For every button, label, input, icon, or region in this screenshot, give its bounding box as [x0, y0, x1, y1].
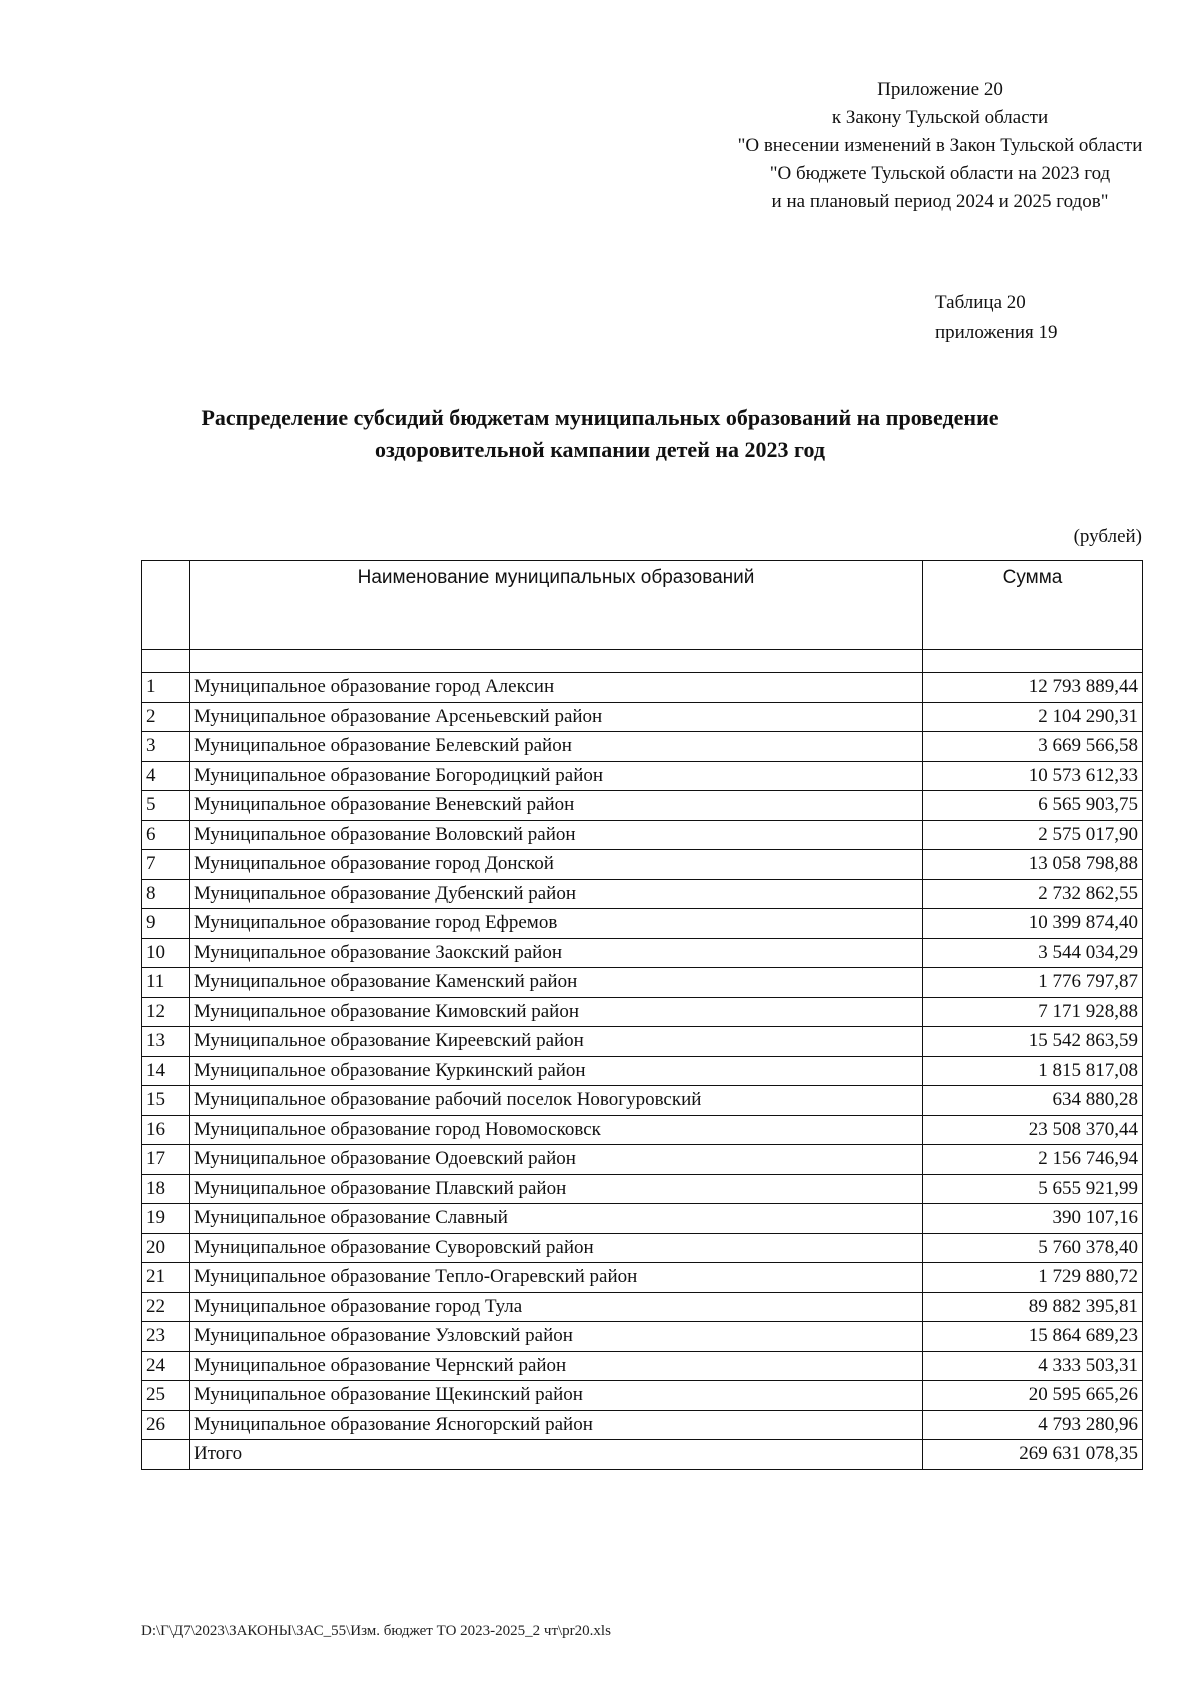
row-number-cell: 5 — [142, 791, 190, 821]
row-name-cell: Муниципальное образование Дубенский район — [190, 879, 923, 909]
table-row — [142, 791, 1143, 821]
row-amount-cell: 10 399 874,40 — [923, 909, 1143, 939]
table-row — [142, 879, 1143, 909]
row-amount-cell: 15 542 863,59 — [923, 1027, 1143, 1057]
row-number-cell: 22 — [142, 1292, 190, 1322]
table-row — [142, 1027, 1143, 1057]
row-name-cell: Муниципальное образование Щекинский район — [190, 1381, 923, 1411]
table-row — [142, 702, 1143, 732]
row-number-cell: 21 — [142, 1263, 190, 1293]
table-reference — [935, 288, 1135, 348]
row-name-cell: Муниципальное образование Куркинский район — [190, 1056, 923, 1086]
row-name-cell: Муниципальное образование Богородицкий район — [190, 761, 923, 791]
row-amount-cell: 390 107,16 — [923, 1204, 1143, 1234]
table-appendix: приложения 19 — [935, 322, 1058, 343]
row-number-cell: 6 — [142, 820, 190, 850]
appendix-law-title-3: и на плановый период 2024 и 2025 годов" — [771, 191, 1109, 212]
row-number-cell: 11 — [142, 968, 190, 998]
units-label: (рублей) — [1073, 526, 1142, 547]
row-number-cell: 13 — [142, 1027, 190, 1057]
row-amount-cell: 89 882 395,81 — [923, 1292, 1143, 1322]
total-amount-cell: 269 631 078,35 — [923, 1440, 1143, 1470]
table-row — [142, 938, 1143, 968]
row-number-cell: 1 — [142, 673, 190, 703]
title-line-1: Распределение субсидий бюджетам муниципальных образований на проведение — [201, 405, 999, 430]
row-amount-cell: 2 104 290,31 — [923, 702, 1143, 732]
table-row — [142, 997, 1143, 1027]
title-line-2: оздоровительной кампании детей на 2023 год — [374, 437, 825, 462]
row-name-cell: Муниципальное образование Веневский район — [190, 791, 923, 821]
header-num-cell — [142, 561, 190, 650]
row-name-cell: Муниципальное образование Киреевский район — [190, 1027, 923, 1057]
table-row — [142, 1174, 1143, 1204]
row-amount-cell: 1 729 880,72 — [923, 1263, 1143, 1293]
row-amount-cell: 4 793 280,96 — [923, 1410, 1143, 1440]
row-name-cell: Муниципальное образование Славный — [190, 1204, 923, 1234]
header-amount-cell: Сумма — [923, 561, 1143, 650]
row-number-cell: 2 — [142, 702, 190, 732]
row-name-cell: Муниципальное образование Узловский район — [190, 1322, 923, 1352]
row-name-cell: Муниципальное образование город Ефремов — [190, 909, 923, 939]
row-number-cell: 16 — [142, 1115, 190, 1145]
row-number-cell: 20 — [142, 1233, 190, 1263]
row-number-cell: 15 — [142, 1086, 190, 1116]
total-row — [142, 1440, 1143, 1470]
row-amount-cell: 3 669 566,58 — [923, 732, 1143, 762]
spacer-cell — [190, 650, 923, 673]
row-number-cell: 8 — [142, 879, 190, 909]
table-row — [142, 732, 1143, 762]
row-name-cell: Муниципальное образование рабочий поселок Новогуровский — [190, 1086, 923, 1116]
table-row — [142, 1204, 1143, 1234]
row-name-cell: Муниципальное образование город Новомосковск — [190, 1115, 923, 1145]
subsidy-table — [141, 560, 1143, 1470]
table-row — [142, 1410, 1143, 1440]
row-amount-cell: 6 565 903,75 — [923, 791, 1143, 821]
table-row — [142, 1145, 1143, 1175]
total-label-cell: Итого — [190, 1440, 923, 1470]
row-name-cell: Муниципальное образование Одоевский район — [190, 1145, 923, 1175]
file-path: D:\Г\Д7\2023\ЗАКОНЫ\ЗАС_55\Изм. бюджет ТО 2023-2025_2 чт\pr20.xls — [141, 1623, 611, 1639]
row-amount-cell: 20 595 665,26 — [923, 1381, 1143, 1411]
row-number-cell: 4 — [142, 761, 190, 791]
table-row — [142, 1322, 1143, 1352]
table-number: Таблица 20 — [935, 292, 1026, 313]
row-name-cell: Муниципальное образование Воловский район — [190, 820, 923, 850]
row-amount-cell: 2 575 017,90 — [923, 820, 1143, 850]
row-amount-cell: 3 544 034,29 — [923, 938, 1143, 968]
row-name-cell: Муниципальное образование город Алексин — [190, 673, 923, 703]
row-number-cell: 18 — [142, 1174, 190, 1204]
table-row — [142, 1263, 1143, 1293]
row-number-cell: 19 — [142, 1204, 190, 1234]
row-number-cell: 9 — [142, 909, 190, 939]
row-name-cell: Муниципальное образование город Донской — [190, 850, 923, 880]
table-row — [142, 1056, 1143, 1086]
appendix-law-title-1: "О внесении изменений в Закон Тульской области — [737, 135, 1143, 156]
row-amount-cell: 13 058 798,88 — [923, 850, 1143, 880]
row-number-cell: 17 — [142, 1145, 190, 1175]
table-row — [142, 968, 1143, 998]
row-number-cell: 14 — [142, 1056, 190, 1086]
row-number-cell: 24 — [142, 1351, 190, 1381]
row-name-cell: Муниципальное образование Суворовский район — [190, 1233, 923, 1263]
row-amount-cell: 12 793 889,44 — [923, 673, 1143, 703]
row-amount-cell: 5 655 921,99 — [923, 1174, 1143, 1204]
row-name-cell: Муниципальное образование Тепло-Огаревский район — [190, 1263, 923, 1293]
appendix-number: Приложение 20 — [877, 79, 1003, 100]
spacer-row — [142, 650, 1143, 673]
row-name-cell: Муниципальное образование Чернский район — [190, 1351, 923, 1381]
row-amount-cell: 1 776 797,87 — [923, 968, 1143, 998]
row-amount-cell: 15 864 689,23 — [923, 1322, 1143, 1352]
total-num-cell — [142, 1440, 190, 1470]
row-name-cell: Муниципальное образование Каменский район — [190, 968, 923, 998]
header-name-cell: Наименование муниципальных образований — [190, 561, 923, 650]
row-amount-cell: 4 333 503,31 — [923, 1351, 1143, 1381]
row-number-cell: 25 — [142, 1381, 190, 1411]
table-row — [142, 1115, 1143, 1145]
table-header-row — [142, 561, 1143, 650]
row-amount-cell: 1 815 817,08 — [923, 1056, 1143, 1086]
row-name-cell: Муниципальное образование Кимовский район — [190, 997, 923, 1027]
table-body — [142, 650, 1143, 1440]
row-amount-cell: 2 732 862,55 — [923, 879, 1143, 909]
row-amount-cell: 10 573 612,33 — [923, 761, 1143, 791]
row-number-cell: 10 — [142, 938, 190, 968]
row-amount-cell: 7 171 928,88 — [923, 997, 1143, 1027]
document-title — [150, 402, 1050, 466]
row-amount-cell: 5 760 378,40 — [923, 1233, 1143, 1263]
spacer-cell — [142, 650, 190, 673]
table-row — [142, 761, 1143, 791]
table-row — [142, 820, 1143, 850]
row-name-cell: Муниципальное образование город Тула — [190, 1292, 923, 1322]
table-row — [142, 1381, 1143, 1411]
row-name-cell: Муниципальное образование Плавский район — [190, 1174, 923, 1204]
table-row — [142, 673, 1143, 703]
row-number-cell: 12 — [142, 997, 190, 1027]
row-name-cell: Муниципальное образование Ясногорский район — [190, 1410, 923, 1440]
row-number-cell: 7 — [142, 850, 190, 880]
table-row — [142, 1351, 1143, 1381]
row-number-cell: 26 — [142, 1410, 190, 1440]
table-row — [142, 850, 1143, 880]
row-amount-cell: 2 156 746,94 — [923, 1145, 1143, 1175]
row-name-cell: Муниципальное образование Белевский район — [190, 732, 923, 762]
table-row — [142, 909, 1143, 939]
appendix-law-title-2: "О бюджете Тульской области на 2023 год — [769, 163, 1111, 184]
appendix-law-ref: к Закону Тульской области — [831, 107, 1049, 128]
table-row — [142, 1086, 1143, 1116]
row-number-cell: 3 — [142, 732, 190, 762]
row-amount-cell: 23 508 370,44 — [923, 1115, 1143, 1145]
row-name-cell: Муниципальное образование Заокский район — [190, 938, 923, 968]
table-row — [142, 1233, 1143, 1263]
table-row — [142, 1292, 1143, 1322]
appendix-header — [690, 76, 1190, 216]
row-number-cell: 23 — [142, 1322, 190, 1352]
row-amount-cell: 634 880,28 — [923, 1086, 1143, 1116]
row-name-cell: Муниципальное образование Арсеньевский район — [190, 702, 923, 732]
spacer-cell — [923, 650, 1143, 673]
